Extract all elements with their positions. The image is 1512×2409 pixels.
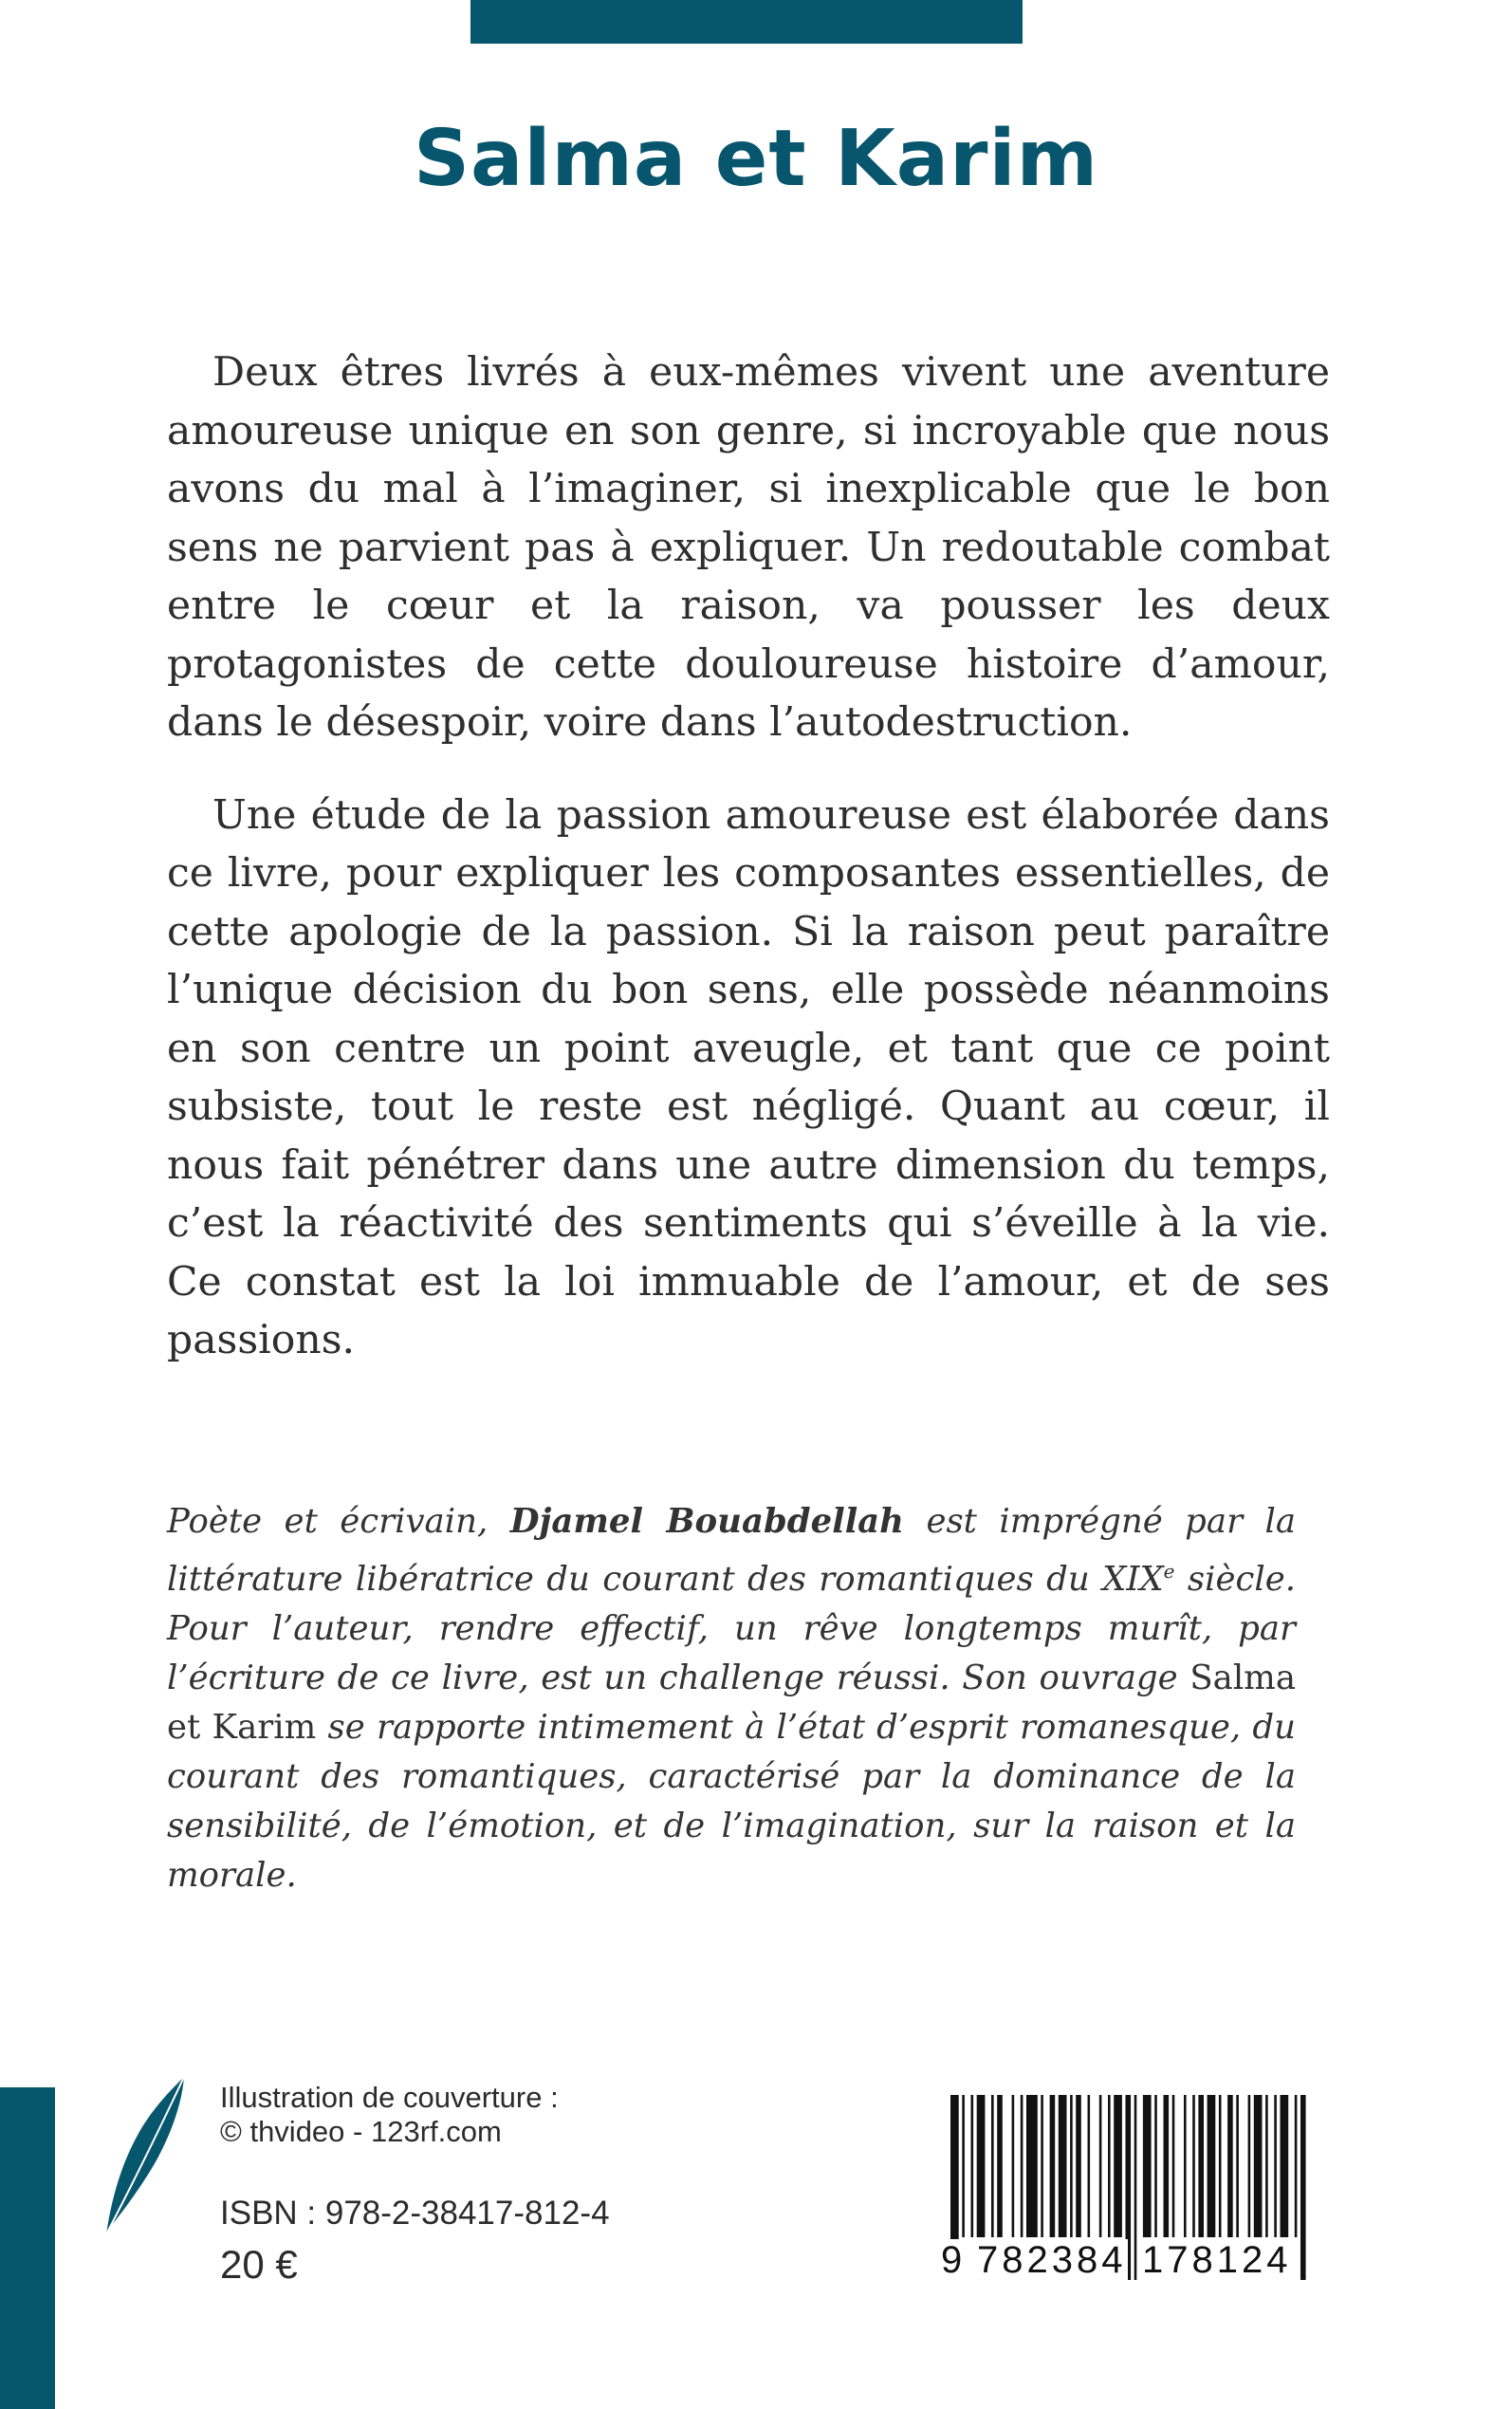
bio-book-title: Salma et Karim: [167, 1658, 1296, 1747]
bio-text-2: siècle. Pour l’auteur, rendre effectif, un rêve longtemps murît, par l’écriture de ce livre, est un challenge réussi. Son ouvrage: [167, 1559, 1296, 1697]
price: 20 €: [220, 2242, 298, 2287]
book-title: Salma et Karim: [413, 114, 1099, 204]
author-biography: [167, 1497, 1296, 1900]
barcode-first-digit: 9: [941, 2239, 963, 2281]
book-summary: [167, 343, 1330, 1404]
summary-paragraph-2: Une étude de la passion amoureuse est élaborée dans ce livre, pour expliquer les composantes essentielles, de cette apologie de la passion. Si la raison peut paraître l’unique décision du bon sens, elle possède néanmoins en son centre un point aveugle, et tant que ce point subsiste, tout le reste est négligé. Quant au cœur, il nous fait pénétrer dans une autre dimension du temps, c’est la réactivité des sentiments qui s’éveille à la vie. Ce constat est la loi immuable de l’amour, et de ses passions.: [167, 791, 1330, 1363]
bio-text-3: se rapporte intimement à l’état d’esprit romanesque, du courant des romantiques, caractérisé par la dominance de la sensibilité, de l’émotion, et de l’imagination, sur la raison et la morale.: [167, 1707, 1296, 1895]
illustration-source: © thvideo - 123rf.com: [220, 2115, 502, 2148]
barcode-left-group: 782384: [977, 2239, 1127, 2281]
illustration-label: Illustration de couverture :: [220, 2081, 559, 2114]
feather-logo-icon: [102, 2073, 188, 2239]
summary-paragraph-1: Deux êtres livrés à eux-mêmes vivent une aventure amoureuse unique en son genre, si incroyable que nous avons du mal à l’imaginer, si inexplicable que le bon sens ne parvient pas à expliquer. Un redoutable combat entre le cœur et la raison, va pousser les deux protagonistes de cette douloureuse histoire d’amour, dans le désespoir, voire dans l’autodestruction.: [167, 349, 1330, 746]
century-superscript: e: [1163, 1560, 1175, 1583]
cover-credits: [220, 2081, 610, 2288]
bio-text-1: est imprégné par la littérature libératrice du courant des romantiques du XIX: [167, 1502, 1297, 1599]
top-accent-bar: [470, 0, 1023, 44]
spine-accent-bar: [0, 2087, 55, 2409]
author-name: Djamel Bouabdellah: [509, 1502, 904, 1541]
barcode-right-group: 178124: [1142, 2239, 1292, 2281]
isbn-number: ISBN : 978-2-38417-812-4: [220, 2195, 610, 2232]
bio-intro: Poète et écrivain,: [167, 1502, 510, 1541]
